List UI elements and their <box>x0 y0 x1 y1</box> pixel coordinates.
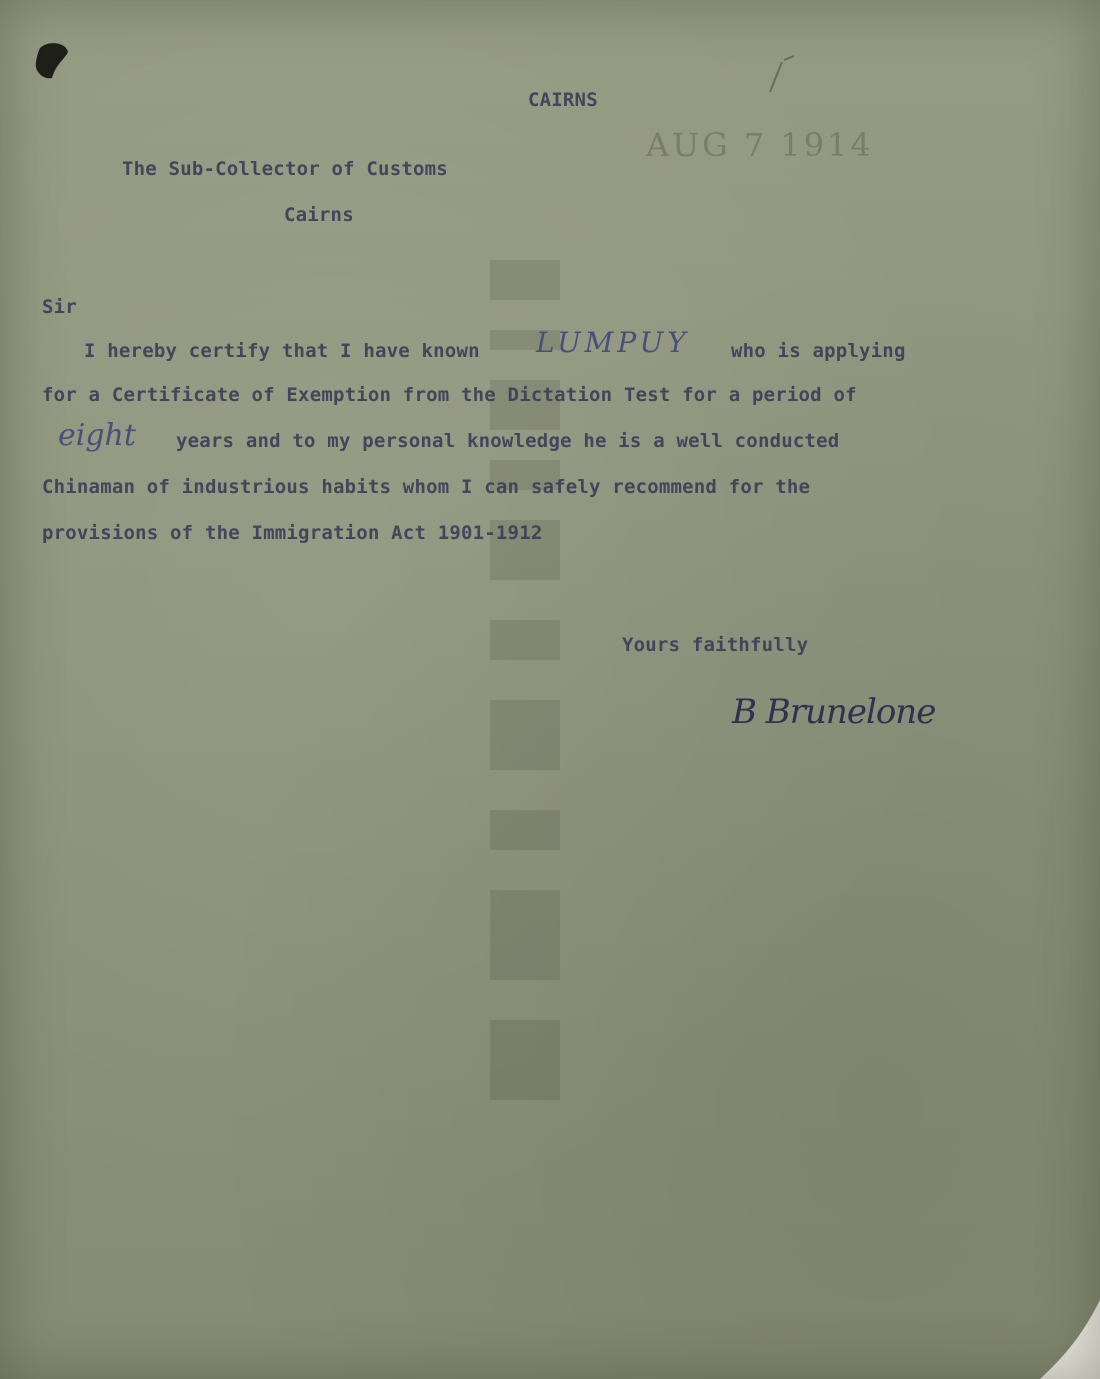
torn-corner <box>1030 1300 1100 1379</box>
salutation: Sir <box>42 296 77 318</box>
body-line-1-start: I hereby certify that I have known <box>84 340 480 362</box>
handwritten-years: eight <box>58 418 136 453</box>
ink-blot-mark <box>28 38 78 88</box>
signature: B Brunelone <box>732 692 936 732</box>
body-line-1-end: who is applying <box>731 340 906 362</box>
place-heading: CAIRNS <box>528 89 598 111</box>
bleed-through-watermark <box>470 240 590 1140</box>
body-line-5: provisions of the Immigration Act 1901-1912 <box>42 522 543 544</box>
addressee-line-1: The Sub-Collector of Customs <box>122 158 448 180</box>
date-received-stamp: AUG 7 1914 <box>646 126 874 164</box>
valediction: Yours faithfully <box>622 634 809 656</box>
body-line-3-end: years and to my personal knowledge he is a well conducted <box>176 430 840 452</box>
addressee-line-2: Cairns <box>284 204 354 226</box>
pencil-tick-mark <box>762 52 802 102</box>
body-line-4: Chinaman of industrious habits whom I can safely recommend for the <box>42 476 811 498</box>
handwritten-name: LUMPUY <box>536 326 690 359</box>
body-line-2: for a Certificate of Exemption from the Dictation Test for a period of <box>42 384 857 406</box>
